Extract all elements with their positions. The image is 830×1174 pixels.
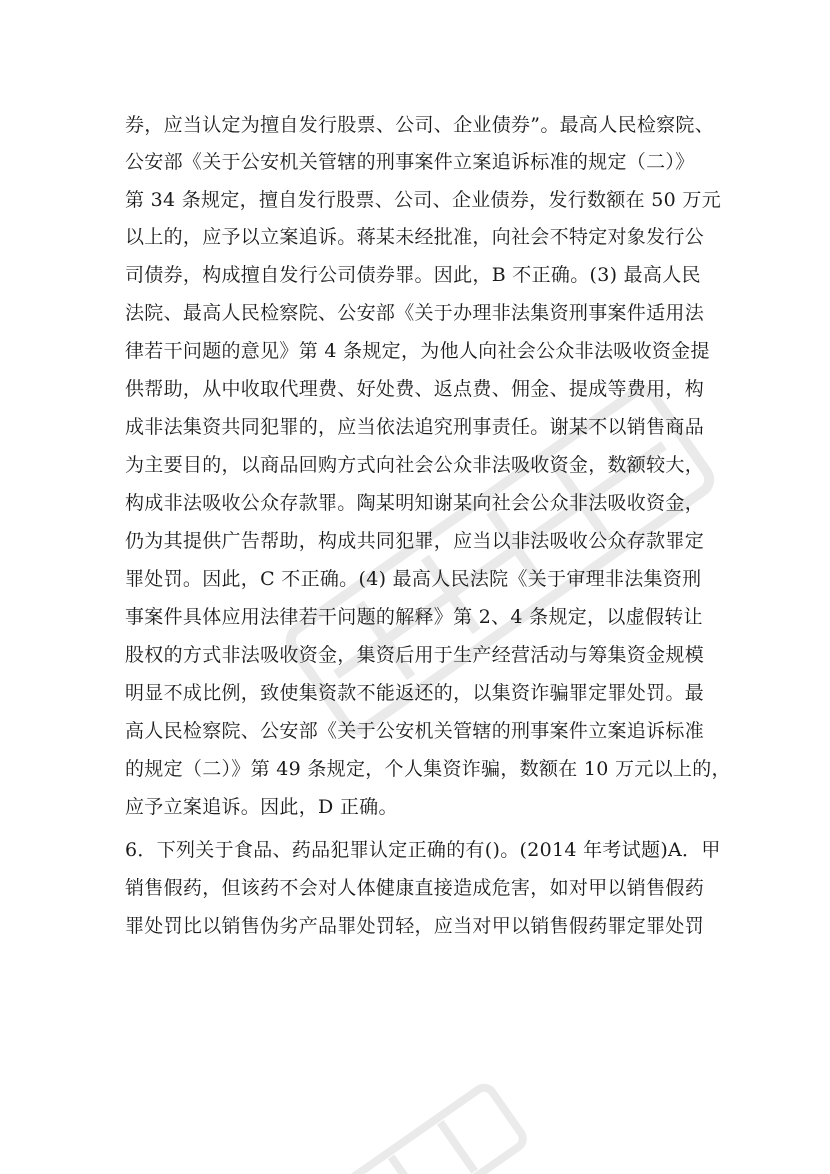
text-line: 明显不成比例，致使集资款不能返还的，以集资诈骗罪定罪处罚。最 [125,682,705,704]
text-line: 股权的方式非法吸收资金，集资后用于生产经营活动与筹集资金规模 [125,644,705,666]
text-line: 的规定（二）》第 49 条规定，个人集资诈骗，数额在 10 万元以上的， [125,758,731,780]
text-line: 构成非法吸收公众存款罪。陶某明知谢某向社会公众非法吸收资金， [125,492,705,514]
text-line: 应予立案追诉。因此，D 正确。 [125,796,398,818]
text-line: 司债券，构成擅自发行公司债券罪。因此，B 不正确。(3) 最高人民 [125,264,701,286]
text-line: 为主要目的，以商品回购方式向社会公众非法吸收资金，数额较大， [125,454,705,476]
watermark-fragment [330,1080,530,1174]
text-line: 律若干问题的意见》第 4 条规定，为他人向社会公众非法吸收资金提 [125,340,710,362]
text-line: 罪处罚。因此，C 不正确。(4) 最高人民法院《关于审理非法集资刑 [125,568,702,590]
text-line: 仍为其提供广告帮助，构成共同犯罪，应当以非法吸收公众存款罪定 [125,530,705,552]
text-line: 供帮助，从中收取代理费、好处费、返点费、佣金、提成等费用，构 [125,378,705,400]
question-line: 罪处罚比以销售伪劣产品罪处罚轻，应当对甲以销售假药罪定罪处罚 [125,915,705,937]
text-line: 以上的，应予以立案追诉。蒋某未经批准，向社会不特定对象发行公 [125,226,705,248]
question-line: 6．下列关于食品、药品犯罪认定正确的有()。(2014 年考试题)A．甲 [125,839,721,861]
text-line: 第 34 条规定，擅自发行股票、公司、企业债券，发行数额在 50 万元 [125,189,722,211]
text-line: 公安部《关于公安机关管辖的刑事案件立案追诉标准的规定（二）》 [125,151,695,173]
text-line: 事案件具体应用法律若干问题的解释》第 2、4 条规定，以虚假转让 [125,606,703,628]
text-line: 成非法集资共同犯罪的，应当依法追究刑事责任。谢某不以销售商品 [125,416,705,438]
text-line: 券，应当认定为擅自发行股票、公司、企业债券”。最高人民检察院、 [125,114,715,136]
text-line: 法院、最高人民检察院、公安部《关于办理非法集资刑事案件适用法 [125,302,705,324]
question-line: 销售假药，但该药不会对人体健康直接造成危害，如对甲以销售假药 [125,877,705,899]
text-line: 高人民检察院、公安部《关于公安机关管辖的刑事案件立案追诉标准 [125,720,705,742]
